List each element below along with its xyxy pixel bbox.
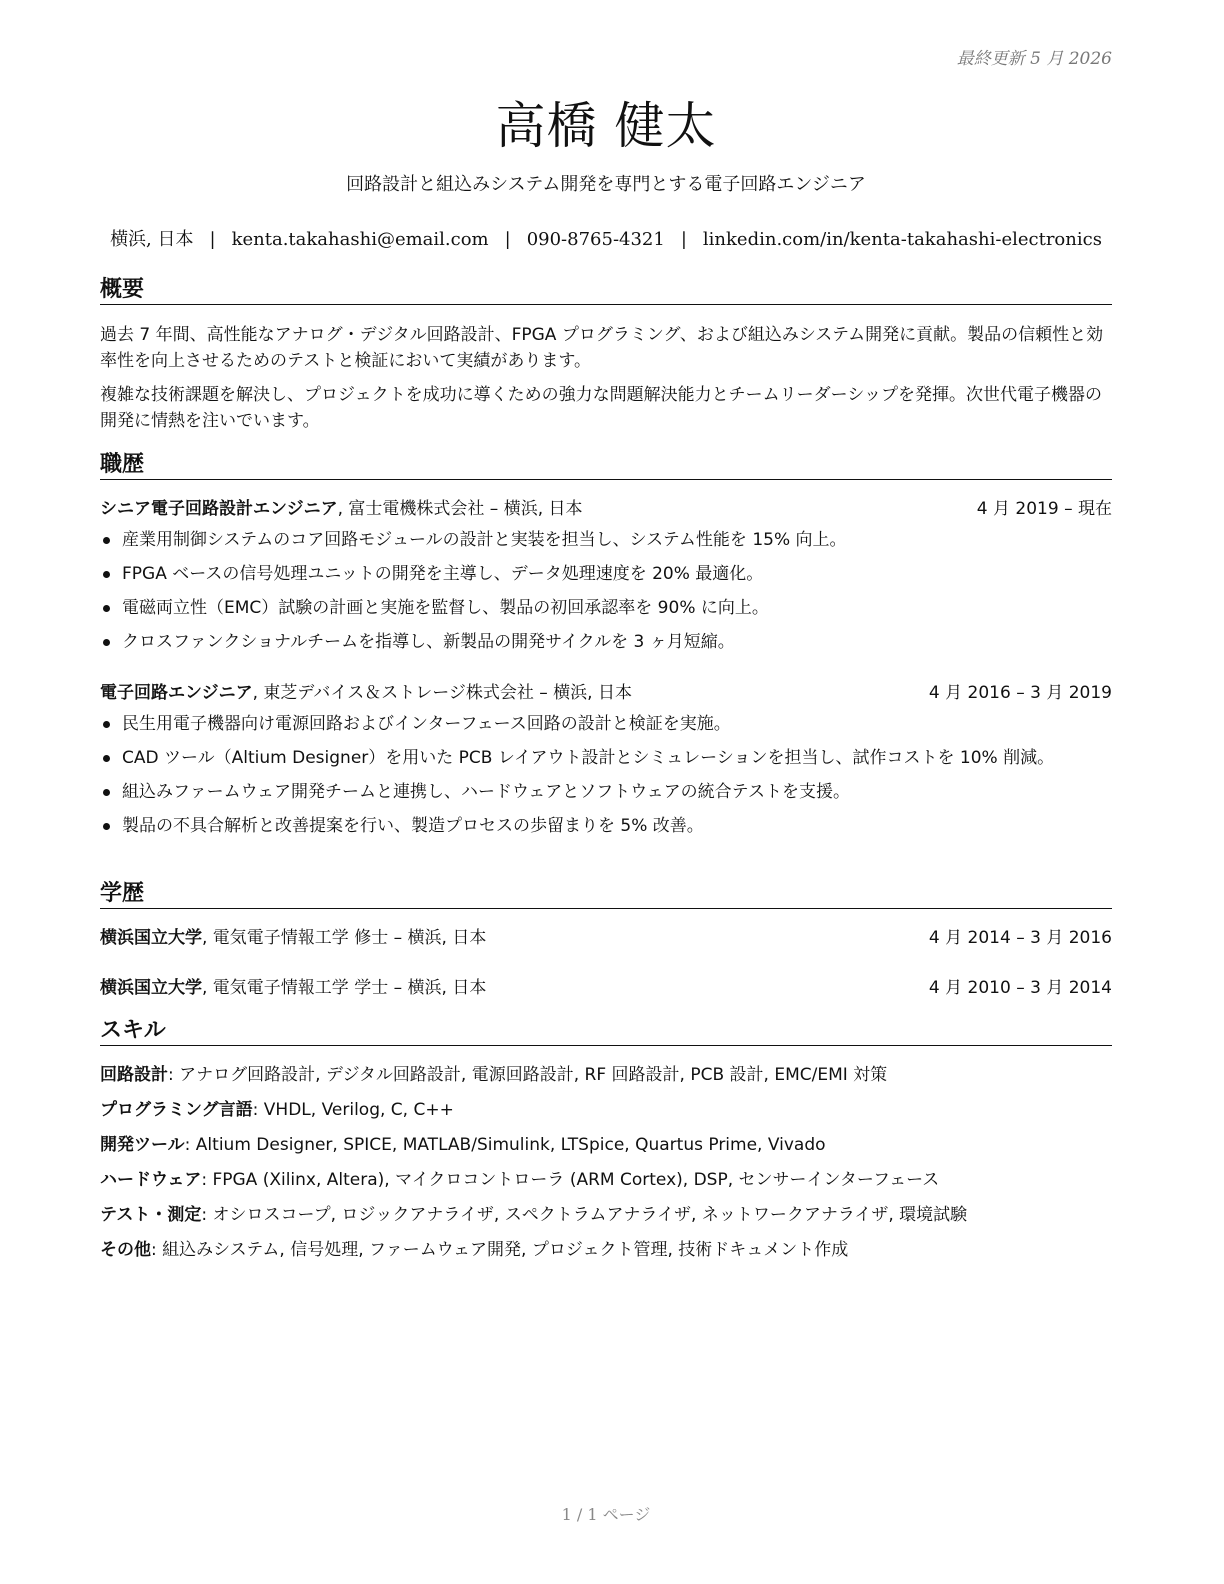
section-title-summary: 概要 (100, 276, 1112, 305)
tagline: 回路設計と組込みシステム開発を専門とする電子回路エンジニア (346, 174, 866, 195)
skill-label: その他 (100, 1240, 151, 1260)
skill-value: : オシロスコープ, ロジックアナライザ, スペクトラムアナライザ, ネットワークアナライザ, 環境試験 (201, 1205, 968, 1225)
list-item: 電磁両立性（EMC）試験の計画と実施を監督し、製品の初回承認率を 90% に向上。 (100, 595, 1112, 621)
list-item: 民生用電子機器向け電源回路およびインターフェース回路の設計と検証を実施。 (100, 711, 1112, 737)
school-name: 横浜国立大学 (100, 928, 202, 948)
job-header (100, 496, 1112, 522)
skill-label: 開発ツール (100, 1135, 185, 1155)
list-item: 産業用制御システムのコア回路モジュールの設計と実装を担当し、システム性能を 15% 向上。 (100, 527, 1112, 553)
skill-label: 回路設計 (100, 1065, 168, 1085)
job-company: , 富士電機株式会社 – 横浜, 日本 (337, 499, 583, 519)
skill-row (100, 1237, 1112, 1263)
skill-value: : Altium Designer, SPICE, MATLAB/Simulink, LTSpice, Quartus Prime, Vivado (184, 1135, 826, 1155)
job-header (100, 680, 1112, 706)
job-dates: 4 月 2019 – 現在 (976, 499, 1112, 519)
skill-row (100, 1167, 1112, 1193)
skill-value: : VHDL, Verilog, C, C++ (252, 1100, 454, 1120)
degree-detail: , 電気電子情報工学 修士 – 横浜, 日本 (202, 928, 487, 948)
section-title-skills: スキル (100, 1017, 1112, 1046)
skill-row (100, 1097, 1112, 1123)
job-role: 電子回路エンジニア (100, 683, 253, 703)
list-item: 組込みファームウェア開発チームと連携し、ハードウェアとソフトウェアの統合テストを支援。 (100, 779, 1112, 805)
resume-page (100, 0, 1112, 1584)
job-role: シニア電子回路設計エンジニア (100, 499, 338, 519)
education-dates: 4 月 2014 – 3 月 2016 (928, 928, 1112, 948)
skill-label: プログラミング言語 (100, 1100, 253, 1120)
contact-separator: | (680, 229, 687, 250)
skill-value: : アナログ回路設計, デジタル回路設計, 電源回路設計, RF 回路設計, PCB 設計, EMC/EMI 対策 (168, 1065, 888, 1085)
skill-row (100, 1062, 1112, 1088)
summary-paragraph: 過去 7 年間、高性能なアナログ・デジタル回路設計、FPGA プログラミング、および組込みシステム開発に貢献。製品の信頼性と効率性を向上させるためのテストと検証において実績があります。 (100, 325, 1104, 371)
degree-detail: , 電気電子情報工学 学士 – 横浜, 日本 (202, 978, 487, 998)
section-title-experience: 職歴 (100, 451, 1112, 480)
job-dates: 4 月 2016 – 3 月 2019 (928, 683, 1112, 703)
skill-value: : FPGA (Xilinx, Altera), マイクロコントローラ (ARM Cortex), DSP, センサーインターフェース (201, 1170, 940, 1190)
job-company: , 東芝デバイス＆ストレージ株式会社 – 横浜, 日本 (252, 683, 632, 703)
last-updated: 最終更新 5 月 2026 (956, 49, 1112, 69)
job-bullets (100, 711, 1112, 847)
list-item: 製品の不具合解析と改善提案を行い、製造プロセスの歩留まりを 5% 改善。 (100, 813, 1112, 839)
school-name: 横浜国立大学 (100, 978, 202, 998)
contact-separator: | (504, 229, 511, 250)
education-dates: 4 月 2010 – 3 月 2014 (928, 978, 1112, 998)
education-item (100, 975, 1112, 1001)
skill-row (100, 1132, 1112, 1158)
page-number: 1 / 1 ページ (561, 1505, 651, 1524)
skill-label: ハードウェア (100, 1170, 202, 1190)
skill-value: : 組込みシステム, 信号処理, ファームウェア開発, プロジェクト管理, 技術ドキュメント作成 (151, 1240, 849, 1260)
contact-email[interactable]: kenta.takahashi@email.com (231, 229, 489, 250)
list-item: FPGA ベースの信号処理ユニットの開発を主導し、データ処理速度を 20% 最適化。 (100, 561, 1112, 587)
skill-label: テスト・測定 (100, 1205, 202, 1225)
job-bullets (100, 527, 1112, 663)
section-title-education: 学歴 (100, 880, 1112, 909)
contact-phone[interactable]: 090-8765-4321 (526, 229, 665, 250)
skill-row (100, 1202, 1112, 1228)
contact-linkedin[interactable]: linkedin.com/in/kenta-takahashi-electronics (702, 229, 1102, 250)
list-item: CAD ツール（Altium Designer）を用いた PCB レイアウト設計とシミュレーションを担当し、試作コストを 10% 削減。 (100, 745, 1112, 771)
contact-location: 横浜, 日本 (110, 229, 194, 250)
education-item (100, 925, 1112, 951)
contact-separator: | (209, 229, 216, 250)
summary-paragraph: 複雑な技術課題を解決し、プロジェクトを成功に導くための強力な問題解決能力とチームリーダーシップを発揮。次世代電子機器の開発に情熱を注いでいます。 (100, 385, 1102, 431)
contact-line (100, 225, 1112, 251)
list-item: クロスファンクショナルチームを指導し、新製品の開発サイクルを 3 ヶ月短縮。 (100, 629, 1112, 655)
candidate-name: 高橋 健太 (495, 97, 717, 155)
